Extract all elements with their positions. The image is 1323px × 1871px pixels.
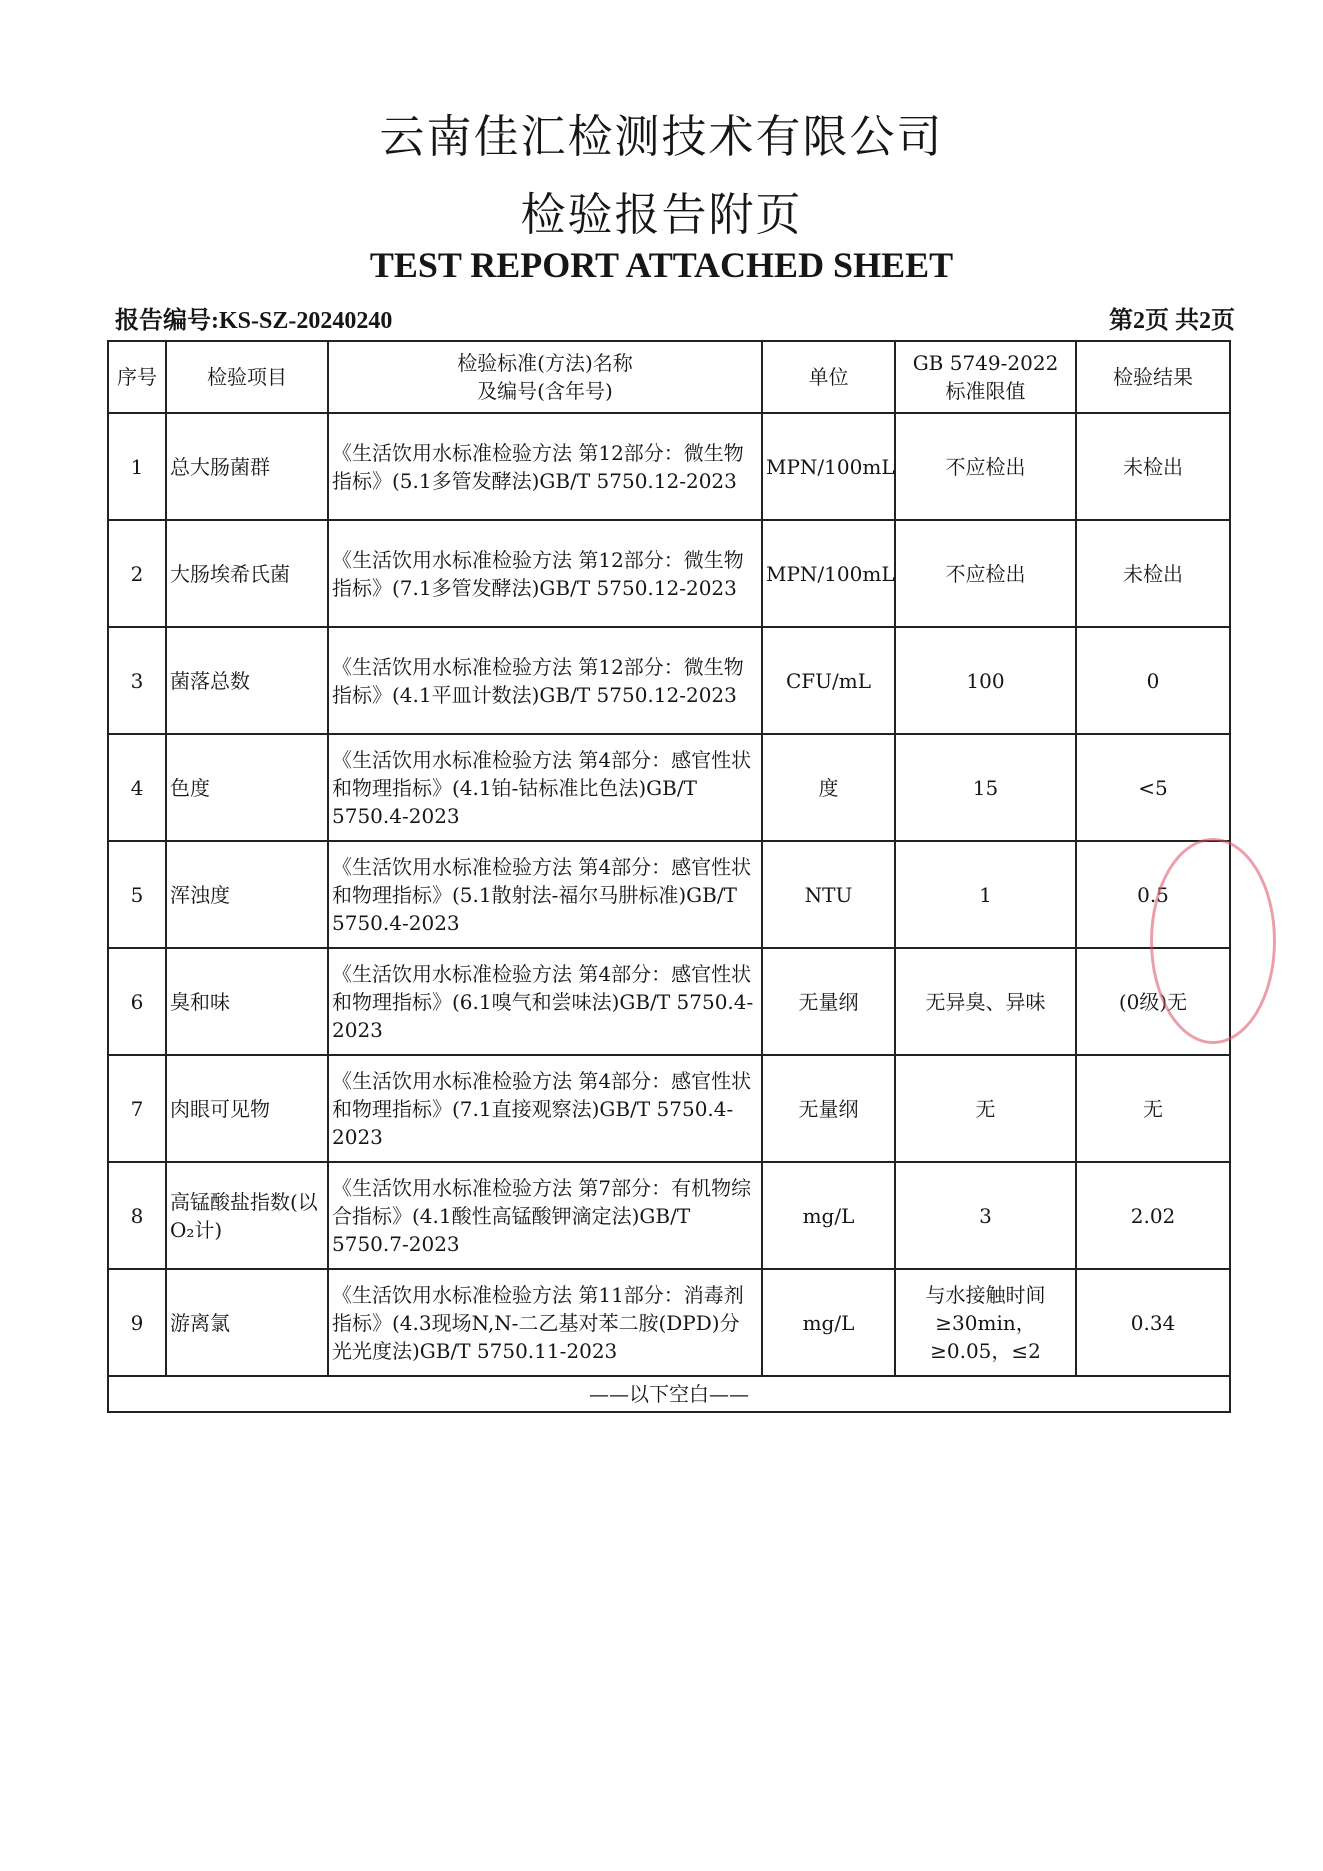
table-row [108,1269,1230,1376]
cell-unit: 无量纲 [762,1055,895,1162]
company-name: 云南佳汇检测技术有限公司 [379,110,944,163]
cell-item: 总大肠菌群 [166,413,328,520]
cell-unit: CFU/mL [762,627,895,734]
cell-item: 肉眼可见物 [166,1055,328,1162]
cell-unit: mg/L [762,1162,895,1269]
table-row [108,520,1230,627]
cell-item: 大肠埃希氏菌 [166,520,328,627]
cell-limit: 3 [895,1162,1076,1269]
document-subtitle: 检验报告附页 [520,188,803,241]
header-limit-line1: GB 5749-2022 [912,351,1059,375]
cell-seq: 4 [108,734,166,841]
table-row [108,627,1230,734]
cell-seq: 3 [108,627,166,734]
cell-method: 《生活饮用水标准检验方法 第12部分：微生物指标》(4.1平皿计数法)GB/T 5750.12-2023 [328,627,762,734]
cell-method: 《生活饮用水标准检验方法 第4部分：感官性状和物理指标》(6.1嗅气和尝味法)GB/T 5750.4-2023 [328,948,762,1055]
cell-limit: 无 [895,1055,1076,1162]
cell-method: 《生活饮用水标准检验方法 第4部分：感官性状和物理指标》(7.1直接观察法)GB/T 5750.4-2023 [328,1055,762,1162]
header-result: 检验结果 [1076,341,1230,413]
table-row [108,841,1230,948]
cell-limit: 无异臭、异味 [895,948,1076,1055]
cell-unit: 度 [762,734,895,841]
cell-result: <5 [1076,734,1230,841]
cell-method: 《生活饮用水标准检验方法 第12部分：微生物指标》(7.1多管发酵法)GB/T 5750.12-2023 [328,520,762,627]
cell-item: 菌落总数 [166,627,328,734]
cell-result: 2.02 [1076,1162,1230,1269]
cell-result: 0.34 [1076,1269,1230,1376]
cell-seq: 1 [108,413,166,520]
table-footer-row [108,1376,1230,1412]
cell-item: 浑浊度 [166,841,328,948]
cell-seq: 9 [108,1269,166,1376]
table-row [108,948,1230,1055]
cell-seq: 2 [108,520,166,627]
cell-method: 《生活饮用水标准检验方法 第4部分：感官性状和物理指标》(5.1散射法-福尔马肼标准)GB/T 5750.4-2023 [328,841,762,948]
cell-unit: mg/L [762,1269,895,1376]
cell-item: 游离氯 [166,1269,328,1376]
blank-below-note: ——以下空白—— [108,1376,1230,1412]
cell-limit: 不应检出 [895,520,1076,627]
cell-limit: 与水接触时间≥30min，≥0.05，≤2 [895,1269,1076,1376]
cell-item: 臭和味 [166,948,328,1055]
cell-seq: 6 [108,948,166,1055]
header-method [328,341,762,413]
header-limit [895,341,1076,413]
header-seq: 序号 [108,341,166,413]
report-number: 报告编号:KS-SZ-20240240 [115,308,393,334]
cell-result: 无 [1076,1055,1230,1162]
header-method-line2: 及编号(含年号) [477,379,613,403]
cell-unit: NTU [762,841,895,948]
cell-method: 《生活饮用水标准检验方法 第7部分：有机物综合指标》(4.1酸性高锰酸钾滴定法)GB/T 5750.7-2023 [328,1162,762,1269]
cell-method: 《生活饮用水标准检验方法 第4部分：感官性状和物理指标》(4.1铂-钴标准比色法)GB/T 5750.4-2023 [328,734,762,841]
cell-item: 色度 [166,734,328,841]
header-item: 检验项目 [166,341,328,413]
header-method-line1: 检验标准(方法)名称 [457,351,633,375]
cell-item: 高锰酸盐指数(以O₂计) [166,1162,328,1269]
cell-unit: 无量纲 [762,948,895,1055]
table-row [108,1055,1230,1162]
cell-method: 《生活饮用水标准检验方法 第12部分：微生物指标》(5.1多管发酵法)GB/T 5750.12-2023 [328,413,762,520]
cell-seq: 5 [108,841,166,948]
cell-seq: 8 [108,1162,166,1269]
cell-method: 《生活饮用水标准检验方法 第11部分：消毒剂指标》(4.3现场N,N-二乙基对苯二胺(DPD)分光光度法)GB/T 5750.11-2023 [328,1269,762,1376]
cell-result: (0级)无 [1076,948,1230,1055]
header-limit-line2: 标准限值 [945,379,1026,403]
page-info: 第2页 共2页 [1109,308,1235,334]
cell-unit: MPN/100mL [762,413,895,520]
cell-limit: 100 [895,627,1076,734]
cell-unit: MPN/100mL [762,520,895,627]
cell-result: 未检出 [1076,520,1230,627]
cell-result: 0 [1076,627,1230,734]
cell-result: 未检出 [1076,413,1230,520]
cell-limit: 1 [895,841,1076,948]
inspection-table [107,340,1231,1413]
cell-seq: 7 [108,1055,166,1162]
table-header-row [108,341,1230,413]
cell-limit: 15 [895,734,1076,841]
header-unit: 单位 [762,341,895,413]
english-title: TEST REPORT ATTACHED SHEET [369,245,954,285]
cell-result: 0.5 [1076,841,1230,948]
cell-limit: 不应检出 [895,413,1076,520]
table-row [108,734,1230,841]
table-row [108,413,1230,520]
table-row [108,1162,1230,1269]
